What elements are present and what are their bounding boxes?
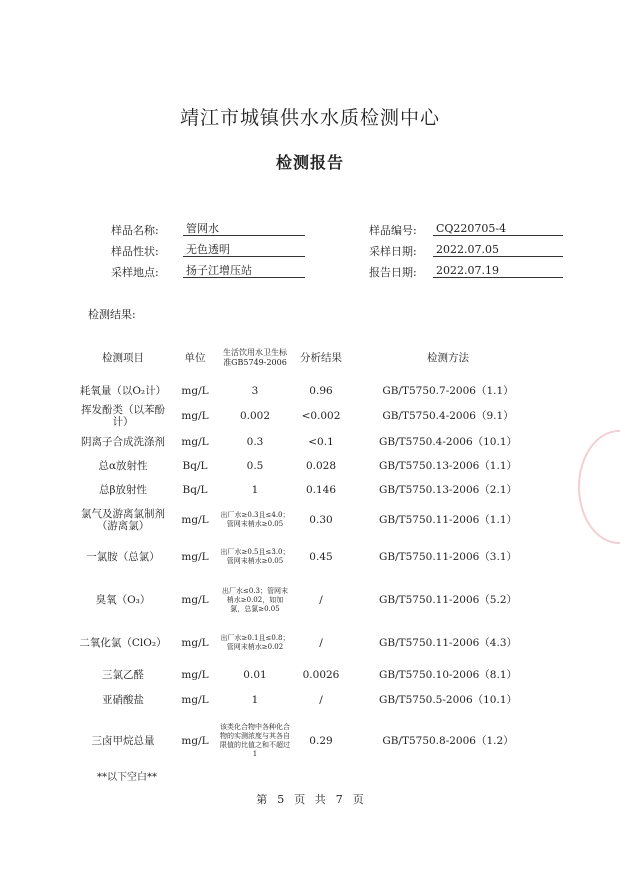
- result-cell: /: [319, 693, 323, 706]
- result-cell: <0.002: [301, 410, 341, 422]
- sampling-location-value: 扬子江增压站: [183, 264, 305, 278]
- method-cell: GB/T5750.11-2006（3.1）: [378, 551, 518, 563]
- standard-cell: 出厂水≥0.5且≤3.0；管网末梢水≥0.05: [220, 548, 290, 565]
- standard-cell: 0.01: [243, 668, 267, 681]
- standard-cell: 0.3: [246, 436, 264, 448]
- organization-name: 靖江市城镇供水水质检测中心: [179, 107, 440, 129]
- result-cell: 0.45: [309, 551, 333, 563]
- table-row: [76, 662, 544, 687]
- results-table: [76, 337, 544, 770]
- unit-cell: mg/L: [181, 594, 209, 606]
- report-title: 检测报告: [275, 153, 344, 172]
- item-cell: 耗氧量（以O₂计）: [79, 384, 167, 397]
- result-cell: 0.29: [309, 735, 333, 747]
- header-unit: 单位: [184, 352, 206, 364]
- table-row: [76, 478, 544, 502]
- item-cell: 阴离子合成洗涤剂: [81, 436, 165, 448]
- method-cell: GB/T5750.13-2006（2.1）: [378, 484, 518, 496]
- sampling-date-label: 采样日期:: [369, 245, 417, 258]
- result-cell: 0.0026: [302, 668, 340, 681]
- page-number: 5: [277, 793, 285, 806]
- item-cell: 三氯乙醛: [102, 668, 144, 681]
- standard-cell: 1: [251, 484, 259, 496]
- page-suffix: 页: [352, 793, 364, 806]
- results-label: 检测结果:: [88, 308, 136, 321]
- page-mid: 页 共: [294, 793, 326, 806]
- method-cell: GB/T5750.13-2006（1.1）: [378, 460, 518, 472]
- total-pages: 7: [335, 793, 343, 806]
- method-cell: GB/T5750.11-2006（1.1）: [378, 514, 518, 526]
- table-row: [76, 402, 544, 430]
- table-row: [76, 687, 544, 712]
- standard-cell: 出厂水≥0.3且≤4.0；管网末梢水≥0.05: [220, 511, 290, 528]
- item-cell: 三卤甲烷总量: [91, 735, 155, 747]
- unit-cell: mg/L: [181, 668, 209, 681]
- unit-cell: mg/L: [181, 384, 209, 397]
- item-cell: 臭氧（O₃）: [95, 594, 151, 606]
- header-item: 检测项目: [102, 352, 144, 364]
- unit-cell: mg/L: [181, 551, 209, 563]
- method-cell: GB/T5750.8-2006（1.2）: [382, 735, 514, 747]
- sample-name-label: 样品名称:: [111, 224, 159, 237]
- unit-cell: Bq/L: [182, 484, 208, 496]
- result-cell: /: [319, 594, 323, 606]
- result-cell: 0.96: [309, 384, 333, 397]
- unit-cell: mg/L: [181, 637, 209, 649]
- item-cell: 一氯胺（总氯）: [86, 551, 160, 563]
- method-cell: GB/T5750.10-2006（8.1）: [378, 668, 518, 681]
- table-row: [76, 454, 544, 478]
- result-cell: <0.1: [308, 436, 334, 448]
- method-cell: GB/T5750.7-2006（1.1）: [382, 384, 514, 397]
- item-cell: 总α放射性: [98, 460, 148, 472]
- item-cell: 二氧化氯（ClO₂）: [79, 637, 167, 649]
- item-cell: 氯气及游离氯制剂（游离氯）: [81, 508, 165, 532]
- method-cell: GB/T5750.4-2006（10.1）: [378, 436, 518, 448]
- unit-cell: mg/L: [181, 693, 209, 706]
- unit-cell: mg/L: [181, 410, 209, 422]
- table-header-row: [76, 337, 544, 379]
- result-cell: 0.028: [305, 460, 337, 472]
- report-date-value: 2022.07.19: [433, 264, 563, 278]
- item-cell: 总β放射性: [98, 484, 148, 496]
- standard-cell: 出厂水≤0.3；管网末梢水≥0.02，如加氯，总氯≥0.05: [222, 586, 288, 613]
- standard-cell: 0.002: [239, 410, 271, 422]
- page-prefix: 第: [256, 793, 268, 806]
- method-cell: GB/T5750.5-2006（10.1）: [378, 693, 518, 706]
- sampling-location-label: 采样地点:: [111, 266, 159, 279]
- table-row: [76, 538, 544, 576]
- sample-number-label: 样品编号:: [369, 224, 417, 237]
- header-method: 检测方法: [427, 352, 469, 364]
- result-cell: 0.146: [305, 484, 337, 496]
- sample-number-value: CQ220705-4: [433, 222, 563, 236]
- standard-cell: 3: [251, 384, 259, 397]
- header-result: 分析结果: [300, 352, 342, 364]
- blank-below-note: **以下空白**: [97, 772, 157, 783]
- item-cell: 亚硝酸盐: [102, 693, 144, 706]
- standard-cell: 1: [251, 693, 259, 706]
- sample-character-label: 样品性状:: [111, 245, 159, 258]
- header-standard: 生活饮用水卫生标准GB5749-2006: [223, 348, 287, 367]
- standard-cell: 0.5: [246, 460, 264, 472]
- sample-character-value: 无色透明: [183, 243, 305, 257]
- table-row: [76, 379, 544, 402]
- standard-cell: 该类化合物中各种化合物的实测浓度与其各自限值的比值之和不超过1: [220, 723, 290, 758]
- method-cell: GB/T5750.11-2006（5.2）: [378, 594, 518, 606]
- seal-stamp: [578, 430, 620, 544]
- result-cell: /: [319, 637, 323, 649]
- table-row: [76, 624, 544, 662]
- page-footer: [0, 791, 620, 807]
- unit-cell: mg/L: [181, 514, 209, 526]
- table-row: [76, 502, 544, 538]
- table-row: [76, 712, 544, 770]
- standard-cell: 出厂水≥0.1且≤0.8；管网末梢水≥0.02: [220, 634, 290, 651]
- sample-name-value: 管网水: [183, 222, 305, 236]
- unit-cell: mg/L: [181, 735, 209, 747]
- unit-cell: mg/L: [181, 436, 209, 448]
- table-row: [76, 430, 544, 454]
- item-cell: 挥发酚类（以苯酚计）: [81, 404, 165, 428]
- sampling-date-value: 2022.07.05: [433, 243, 563, 257]
- method-cell: GB/T5750.4-2006（9.1）: [382, 410, 514, 422]
- report-date-label: 报告日期:: [369, 266, 417, 279]
- unit-cell: Bq/L: [182, 460, 208, 472]
- method-cell: GB/T5750.11-2006（4.3）: [378, 637, 518, 649]
- result-cell: 0.30: [309, 514, 333, 526]
- table-row: [76, 576, 544, 624]
